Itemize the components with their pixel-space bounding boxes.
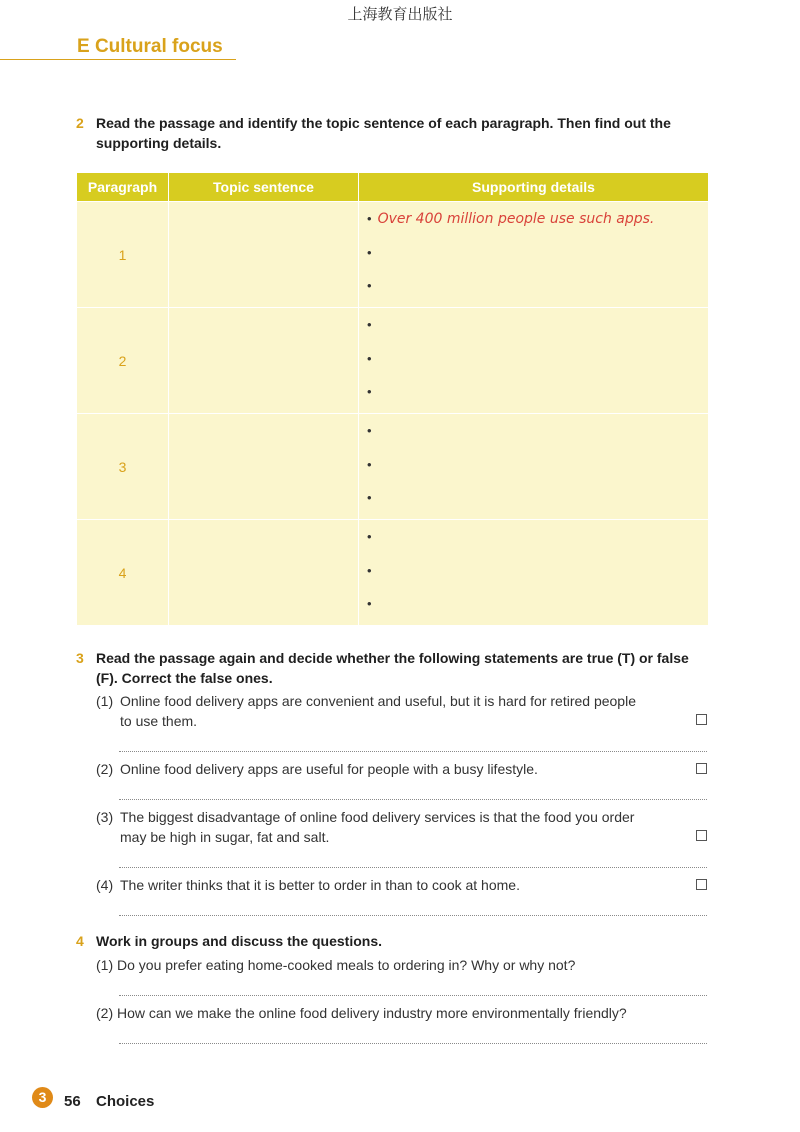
q4-number: 4 bbox=[76, 933, 84, 949]
topic-sentence-table bbox=[77, 173, 708, 625]
statement-text: Online food delivery apps are useful for people with a busy lifestyle. bbox=[120, 761, 538, 777]
statement-1 bbox=[96, 691, 686, 731]
section-title: E Cultural focus bbox=[77, 36, 223, 57]
topic-sentence-cell[interactable] bbox=[169, 520, 359, 625]
bullet-icon: • bbox=[367, 562, 372, 578]
statement-text: The writer thinks that it is better to order in than to cook at home. bbox=[120, 877, 520, 893]
bullet-icon: • bbox=[367, 456, 372, 472]
paragraph-number: 1 bbox=[77, 202, 169, 307]
q4-instructions: Work in groups and discuss the questions. bbox=[96, 933, 383, 949]
answer-line-q4-1[interactable] bbox=[119, 995, 707, 996]
statement-text: Online food delivery apps are convenient and useful, but it is hard for retired people bbox=[120, 693, 636, 709]
statement-label: (3) bbox=[96, 809, 114, 825]
bullet-icon: • bbox=[367, 596, 372, 611]
statement-text: The biggest disadvantage of online food delivery services is that the food you order bbox=[120, 809, 635, 825]
statement-3 bbox=[96, 807, 686, 847]
paragraph-number: 4 bbox=[77, 520, 169, 625]
detail-line bbox=[367, 488, 708, 522]
table-row bbox=[77, 413, 708, 519]
bullet-icon: • bbox=[367, 423, 372, 438]
supporting-details-cell[interactable] bbox=[359, 202, 708, 307]
detail-line bbox=[367, 209, 708, 243]
q2-instructions: Read the passage and identify the topic sentence of each paragraph. Then find out the supporting details. bbox=[96, 115, 671, 151]
bullet-icon: • bbox=[367, 278, 372, 293]
bullet-icon: • bbox=[367, 529, 372, 544]
bullet-icon: • bbox=[367, 350, 372, 366]
answer-line-2[interactable] bbox=[119, 799, 707, 800]
header-supporting-details: Supporting details bbox=[472, 179, 595, 195]
tf-checkbox-2[interactable] bbox=[696, 763, 707, 774]
topic-sentence-cell[interactable] bbox=[169, 414, 359, 519]
statement-text-cont: may be high in sugar, fat and salt. bbox=[120, 829, 330, 845]
supporting-details-cell[interactable] bbox=[359, 414, 708, 519]
topic-sentence-cell[interactable] bbox=[169, 308, 359, 413]
answer-line-3[interactable] bbox=[119, 867, 707, 868]
statement-label: (2) bbox=[96, 761, 114, 777]
supporting-details-cell[interactable] bbox=[359, 520, 708, 625]
paragraph-number: 3 bbox=[77, 414, 169, 519]
table-row bbox=[77, 519, 708, 625]
unit-badge: 3 bbox=[32, 1087, 53, 1108]
example-answer: Over 400 million people use such apps. bbox=[377, 211, 655, 227]
detail-line bbox=[367, 315, 708, 349]
statement-label: (4) bbox=[96, 877, 114, 893]
header-topic-sentence: Topic sentence bbox=[169, 173, 359, 201]
page-number: 56 bbox=[64, 1093, 81, 1110]
q2-number: 2 bbox=[76, 115, 84, 131]
discussion-question-1: (1) Do you prefer eating home-cooked meals to ordering in? Why or why not? bbox=[96, 957, 576, 973]
detail-line bbox=[367, 561, 708, 595]
statement-label: (1) bbox=[96, 693, 114, 709]
table-row bbox=[77, 201, 708, 307]
detail-line bbox=[367, 455, 708, 489]
tf-checkbox-4[interactable] bbox=[696, 879, 707, 890]
unit-title: Choices bbox=[96, 1093, 155, 1110]
table-row bbox=[77, 307, 708, 413]
q3-number: 3 bbox=[76, 650, 84, 666]
answer-line-4[interactable] bbox=[119, 915, 707, 916]
section-rule bbox=[0, 59, 236, 60]
detail-line bbox=[367, 276, 708, 310]
table-header bbox=[77, 173, 708, 201]
bullet-icon: • bbox=[367, 490, 372, 505]
statement-text-cont: to use them. bbox=[120, 713, 198, 729]
bullet-icon: • bbox=[367, 317, 372, 332]
bullet-icon: • bbox=[367, 244, 372, 260]
q3-instructions: Read the passage again and decide whether the following statements are true (T) or false (F). Correct the false ones. bbox=[96, 650, 689, 686]
detail-line bbox=[367, 421, 708, 455]
statement-2 bbox=[96, 759, 686, 779]
paragraph-number: 2 bbox=[77, 308, 169, 413]
detail-line bbox=[367, 349, 708, 383]
detail-line bbox=[367, 594, 708, 628]
tf-checkbox-3[interactable] bbox=[696, 830, 707, 841]
answer-line-1[interactable] bbox=[119, 751, 707, 752]
tf-checkbox-1[interactable] bbox=[696, 714, 707, 725]
detail-line bbox=[367, 243, 708, 277]
detail-line bbox=[367, 382, 708, 416]
publisher-header: 上海教育出版社 bbox=[347, 5, 453, 23]
bullet-icon: • bbox=[367, 211, 372, 226]
topic-sentence-cell[interactable] bbox=[169, 202, 359, 307]
bullet-icon: • bbox=[367, 384, 372, 399]
header-paragraph: Paragraph bbox=[77, 173, 169, 201]
supporting-details-cell[interactable] bbox=[359, 308, 708, 413]
answer-line-q4-2[interactable] bbox=[119, 1043, 707, 1044]
statement-4 bbox=[96, 875, 686, 895]
detail-line bbox=[367, 527, 708, 561]
discussion-question-2: (2) How can we make the online food delivery industry more environmentally friendly? bbox=[96, 1005, 627, 1021]
